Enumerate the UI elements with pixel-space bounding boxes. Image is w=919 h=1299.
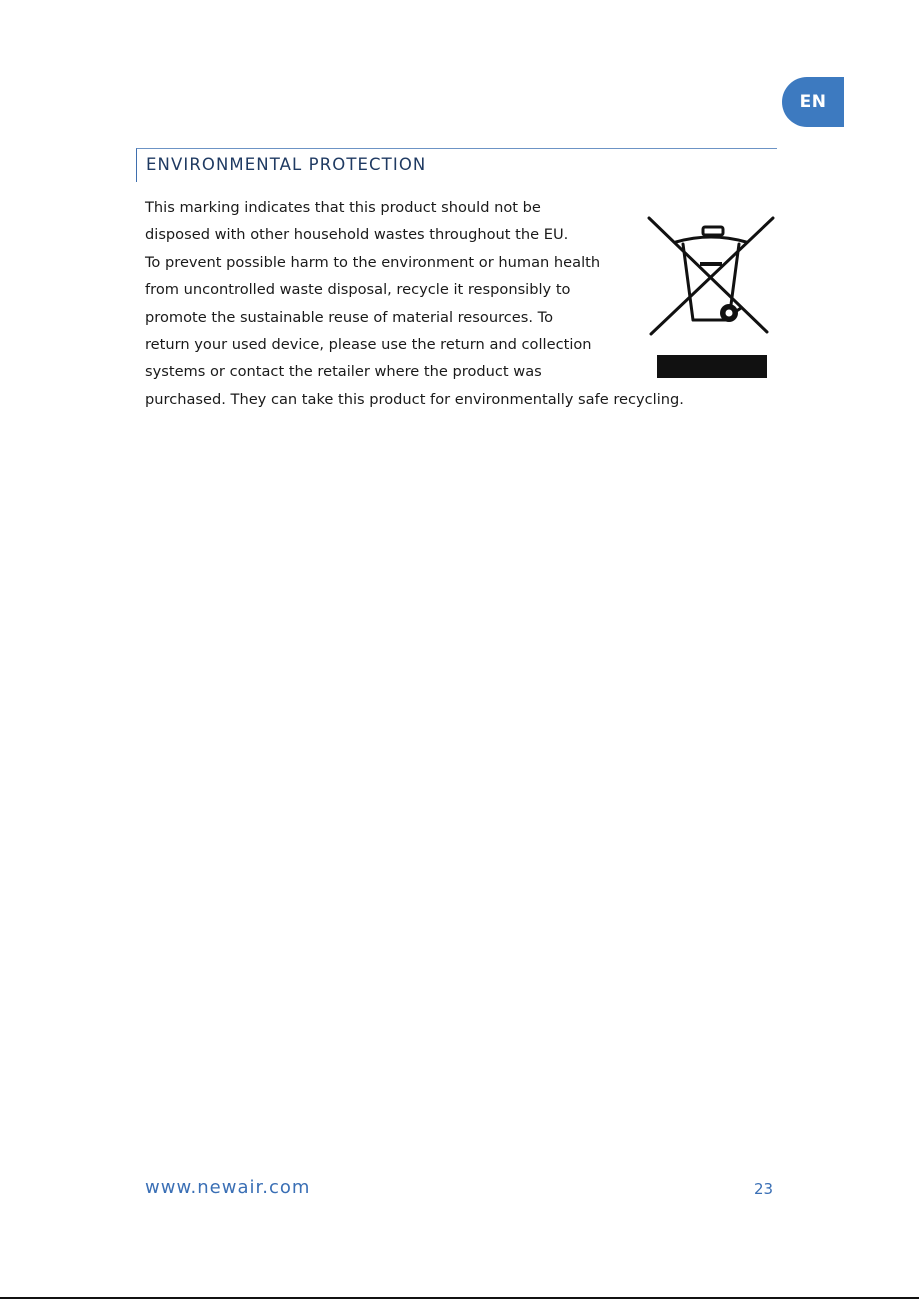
section-header	[136, 148, 777, 182]
paragraph-line: systems or contact the retailer where the product was	[145, 363, 542, 381]
paragraph-line: disposed with other household wastes throughout the EU.	[145, 226, 569, 244]
page-number: 23	[754, 1180, 774, 1198]
paragraph-line: To prevent possible harm to the environment or human health	[145, 253, 601, 271]
paragraph-line: promote the sustainable reuse of material resources. To	[145, 308, 553, 326]
paragraph-line: purchased. They can take this product for environmentally safe recycling.	[145, 390, 684, 408]
crossed-out-wheelie-bin-icon	[645, 212, 777, 382]
footer-website-url: www.newair.com	[145, 1177, 311, 1198]
paragraph-line: return your used device, please use the return and collection	[145, 336, 592, 354]
paragraph-line: This marking indicates that this product should not be	[145, 199, 541, 216]
section-title: ENVIRONMENTAL PROTECTION	[146, 155, 427, 174]
paragraph-line: from uncontrolled waste disposal, recycle it responsibly to	[145, 281, 571, 299]
language-tab: EN	[782, 77, 844, 127]
